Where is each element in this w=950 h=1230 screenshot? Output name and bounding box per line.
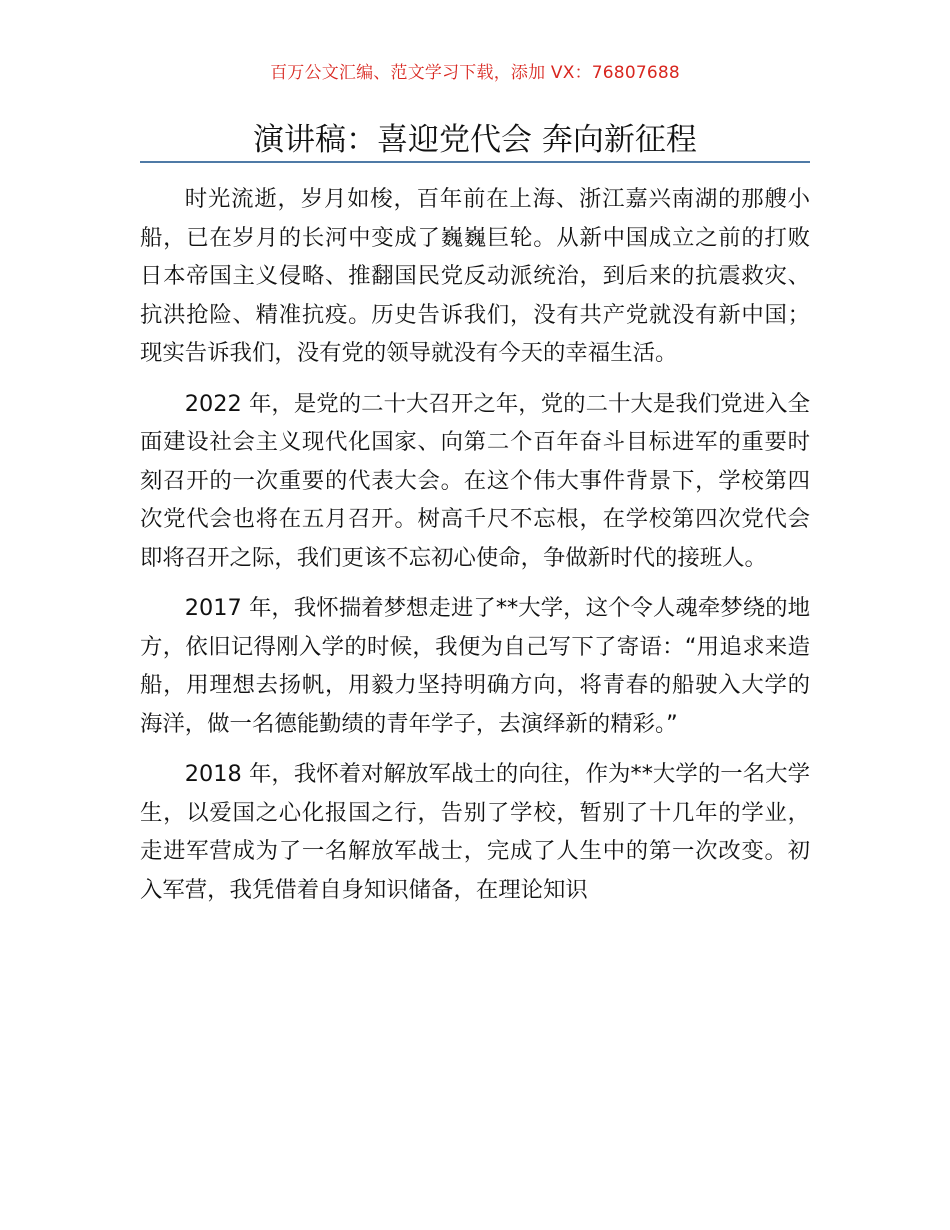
paragraph-2: 2022 年，是党的二十大召开之年，党的二十大是我们党进入全面建设社会主义现代化国家、向第二个百年奋斗目标进军的重要时刻召开的一次重要的代表大会。在这个伟大事件背景下，学校第四次党代会也将在五月召开。树高千尺不忘根，在学校第四次党代会即将召开之际，我们更该不忘初心使命，争做新时代的接班人。 <box>140 390 810 571</box>
document-body <box>140 180 810 921</box>
paragraph-4: 2018 年，我怀着对解放军战士的向往，作为**大学的一名大学生，以爱国之心化报国之行，告别了学校，暂别了十几年的学业，走进军营成为了一名解放军战士，完成了人生中的第一次改变。初入军营，我凭借着自身知识储备，在理论知识 <box>140 761 810 903</box>
title-divider <box>140 161 810 163</box>
paragraph-3: 2017 年，我怀揣着梦想走进了**大学，这个令人魂牵梦绕的地方，依旧记得刚入学的时候，我便为自己写下了寄语：“用追求来造船，用理想去扬帆，用毅力坚持明确方向，将青春的船驶入大学的海洋，做一名德能勤绩的青年学子，去演绎新的精彩。” <box>140 595 810 737</box>
header-banner: 百万公文汇编、范文学习下载，添加 VX：76807688 <box>270 63 680 83</box>
paragraph-1: 时光流逝，岁月如梭，百年前在上海、浙江嘉兴南湖的那艘小船，已在岁月的长河中变成了巍巍巨轮。从新中国成立之前的打败日本帝国主义侵略、推翻国民党反动派统治，到后来的抗震救灾、抗洪抢险、精准抗疫。历史告诉我们，没有共产党就没有新中国；现实告诉我们，没有党的领导就没有今天的幸福生活。 <box>140 186 810 366</box>
document-title: 演讲稿：喜迎党代会 奔向新征程 <box>253 122 697 158</box>
